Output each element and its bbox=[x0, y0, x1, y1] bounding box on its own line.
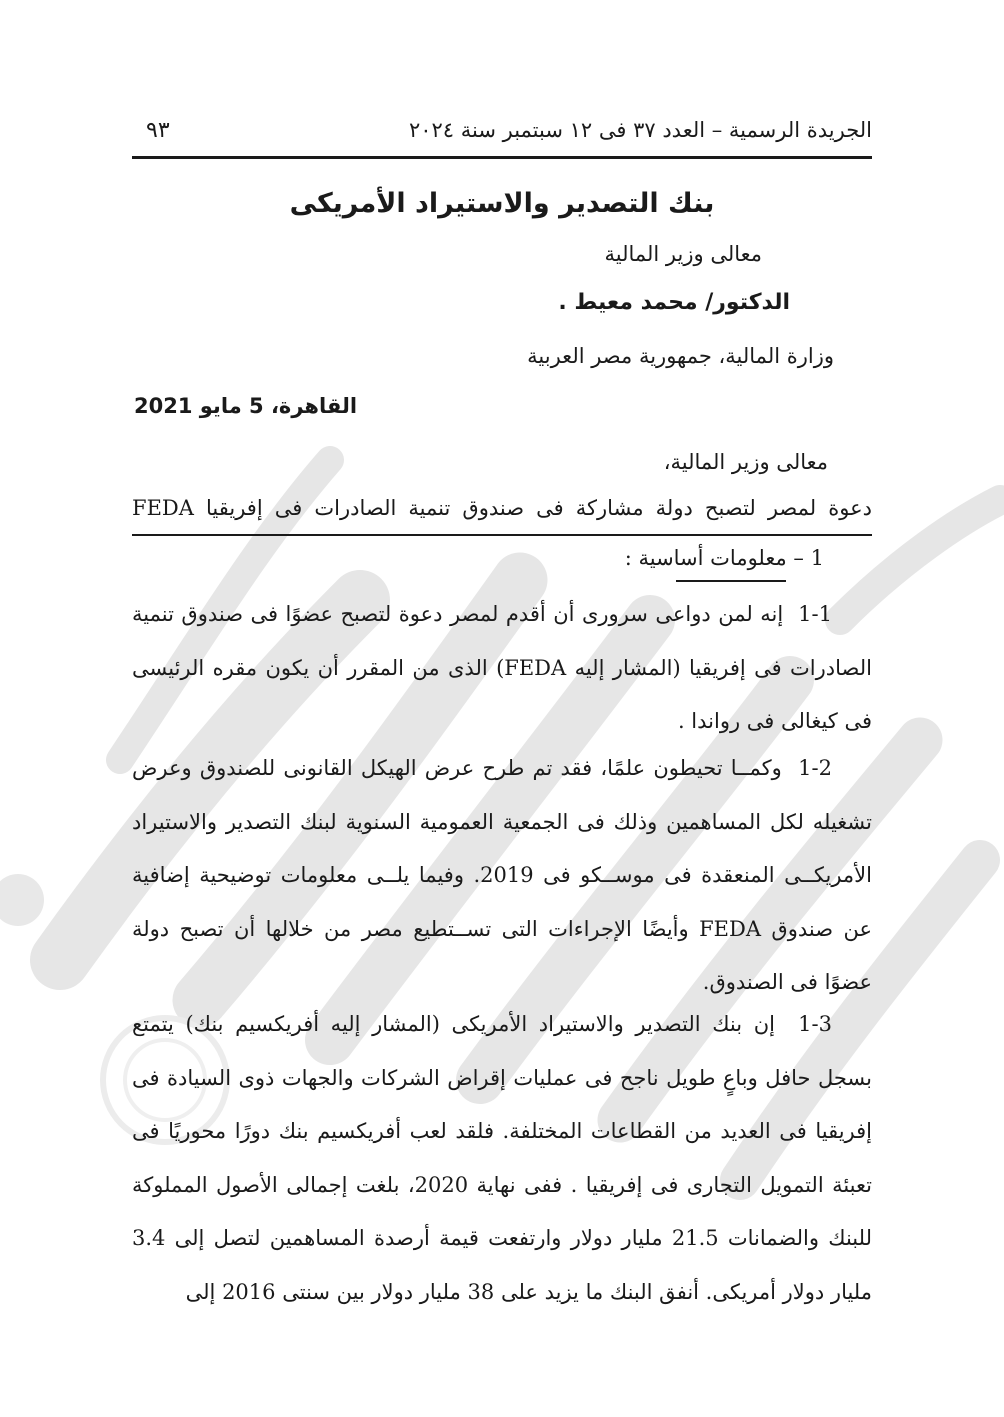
gazette-header bbox=[132, 112, 872, 152]
page-number: ٩٣ bbox=[146, 118, 170, 143]
section-heading-underline bbox=[676, 580, 786, 582]
paragraph-number: 1-1 bbox=[798, 602, 832, 626]
paragraph-text: إنه لمن دواعى سرورى أن أقدم لمصر دعوة لتصبح عضوًا فى صندوق تنمية الصادرات فى إفريقيا (المشار إليه FEDA) الذى من المقرر أن يكون مقره الرئيسى فى كيغالى فى رواندا . bbox=[132, 602, 872, 733]
section-heading: 1 – معلومات أساسية : bbox=[624, 546, 824, 570]
paragraph-number: 1-3 bbox=[798, 1012, 832, 1036]
salutation-top: معالى وزير المالية bbox=[604, 242, 762, 266]
paragraph-1-3 bbox=[132, 998, 872, 1319]
paragraph-text: وكمــا تحيطون علمًا، فقد تم طرح عرض الهيكل القانونى للصندوق وعرض تشغيله لكل المساهمين وذلك فى الجمعية العمومية السنوية لبنك التصدير والاستيراد الأمريكــى المنعقدة فى موســكو فى 2019. وفيما يلــى معلومات توضيحية إضافية عن صندوق FEDA وأيضًا الإجراءات التى تســتطيع مصر من خلالها أن تصبح دولة عضوًا فى الصندوق. bbox=[132, 756, 872, 994]
paragraph-text: إن بنك التصدير والاستيراد الأمريكى (المشار إليه أفريكسيم بنك) يتمتع بسجل حافل وباعٍ طويل ناجح فى عمليات إقراض الشركات والجهات ذوى السيادة فى إفريقيا فى العديد من القطاعات المختلفة. فلقد لعب أفريكسيم بنك دورًا محوريًا فى تعبئة التمويل التجارى فى إفريقيا . ففى نهاية 2020، بلغت إجمالى الأصول المملوكة للبنك والضمانات 21.5 مليار دولار وارتفعت قيمة أرصدة المساهمين لتصل إلى 3.4 مليار دولار أمريكى. أنفق البنك ما يزيد على 38 مليار دولار بين سنتى 2016 إلى bbox=[132, 1012, 872, 1304]
paragraph-1-1 bbox=[132, 588, 872, 749]
gazette-header-title: الجريدة الرسمية – العدد ٣٧ فى ١٢ سبتمبر سنة ٢٠٢٤ bbox=[408, 118, 872, 142]
salutation: معالى وزير المالية، bbox=[663, 450, 828, 474]
subject-underline bbox=[132, 534, 872, 536]
recipient-org: وزارة المالية، جمهورية مصر العربية bbox=[527, 344, 834, 368]
paragraph-1-2 bbox=[132, 742, 872, 1010]
recipient-name: الدكتور/ محمد معيط . bbox=[558, 290, 790, 315]
place-date: القاهرة، 5 مايو 2021 bbox=[134, 394, 358, 418]
subject-line: دعوة لمصر لتصبح دولة مشاركة فى صندوق تنمية الصادرات فى إفريقيا FEDA bbox=[132, 496, 872, 520]
institution-title: بنك التصدير والاستيراد الأمريكى bbox=[289, 188, 715, 219]
header-divider bbox=[132, 156, 872, 159]
paragraph-number: 1-2 bbox=[798, 756, 832, 780]
